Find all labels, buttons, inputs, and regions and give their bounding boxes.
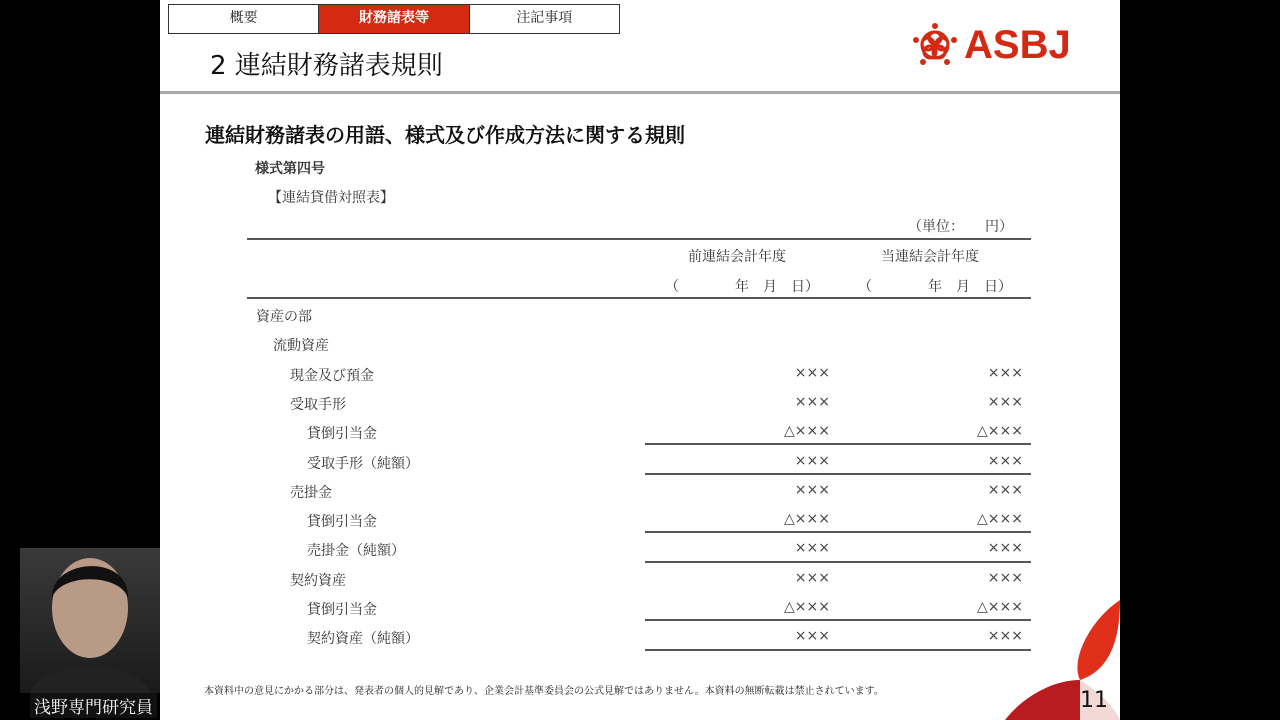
row-label: 売掛金 — [290, 484, 332, 501]
col-curr-date: （ 年 月 日） — [858, 279, 1012, 295]
row-value-prev: △××× — [784, 511, 830, 528]
page-number: 11 — [1080, 688, 1108, 713]
section-tabs — [168, 4, 620, 34]
row-label: 受取手形（純額） — [307, 455, 419, 472]
row-value-curr: △××× — [977, 599, 1023, 615]
presenter-name: 浅野専門研究員 — [30, 693, 157, 718]
header-divider — [160, 91, 1120, 94]
table-top-rule — [247, 238, 1031, 240]
row-label: 売掛金（純額） — [307, 543, 405, 560]
row-label: 資産の部 — [256, 309, 312, 325]
row-value-prev: ××× — [794, 540, 830, 557]
tab-overview[interactable]: 概要 — [169, 5, 319, 33]
row-value-curr: ××× — [987, 364, 1023, 381]
presenter-avatar — [20, 548, 160, 693]
sheet-title: 【連結貸借対照表】 — [268, 190, 394, 206]
row-value-curr: ××× — [987, 393, 1023, 410]
slide — [160, 0, 1120, 720]
row-value-prev: ××× — [794, 481, 830, 498]
slide-title: 2 連結財務諸表規則 — [210, 51, 443, 81]
row-value-curr: △××× — [977, 423, 1023, 440]
row-label: 契約資産 — [290, 572, 346, 589]
subtotal-rule — [645, 443, 1031, 445]
flower-logo-icon — [912, 22, 958, 68]
col-prev-header: 前連結会計年度 — [688, 249, 786, 265]
tab-financial-statements[interactable]: 財務諸表等 — [319, 5, 469, 33]
row-value-curr: ××× — [987, 540, 1023, 557]
row-value-curr: ××× — [987, 481, 1023, 498]
row-label: 流動資産 — [273, 338, 329, 355]
row-value-prev: △××× — [784, 423, 830, 440]
tab-notes[interactable]: 注記事項 — [516, 10, 573, 26]
row-label: 現金及び預金 — [290, 367, 374, 384]
row-label: 貸倒引当金 — [307, 602, 377, 618]
subtitle: 連結財務諸表の用語、様式及び作成方法に関する規則 — [205, 123, 685, 147]
row-value-prev: ××× — [794, 393, 830, 410]
table-header-rule — [247, 297, 1031, 299]
row-value-prev: △××× — [784, 599, 830, 615]
subtotal-rule — [645, 649, 1031, 651]
subtotal-rule — [645, 531, 1031, 533]
subtotal-rule — [645, 619, 1031, 621]
col-curr-header: 当連結会計年度 — [881, 249, 979, 265]
row-value-prev: ××× — [794, 452, 830, 469]
row-label: 貸倒引当金 — [307, 426, 377, 443]
asbj-logo — [912, 22, 1071, 68]
unit-label: （単位： 円） — [908, 219, 1013, 235]
row-value-curr: ××× — [987, 452, 1023, 469]
row-value-prev: ××× — [794, 364, 830, 381]
row-label: 契約資産（純額） — [307, 631, 419, 648]
form-number: 様式第四号 — [255, 161, 325, 177]
row-value-prev: ××× — [794, 569, 830, 586]
col-prev-date: （ 年 月 日） — [665, 279, 819, 295]
subtotal-rule — [645, 561, 1031, 563]
presenter-webcam — [20, 548, 160, 693]
row-label: 受取手形 — [290, 396, 346, 413]
row-label: 貸倒引当金 — [307, 514, 377, 531]
row-value-prev: ××× — [794, 628, 830, 645]
logo-text: ASBJ — [964, 22, 1071, 67]
subtotal-rule — [645, 473, 1031, 475]
row-value-curr: △××× — [977, 511, 1023, 528]
row-value-curr: ××× — [987, 628, 1023, 645]
row-value-curr: ××× — [987, 569, 1023, 586]
disclaimer: 本資料中の意見にかかる部分は、発表者の個人的見解であり、企業会計基準委員会の公式見解ではありません。本資料の無断転載は禁止されています。 — [204, 686, 884, 697]
